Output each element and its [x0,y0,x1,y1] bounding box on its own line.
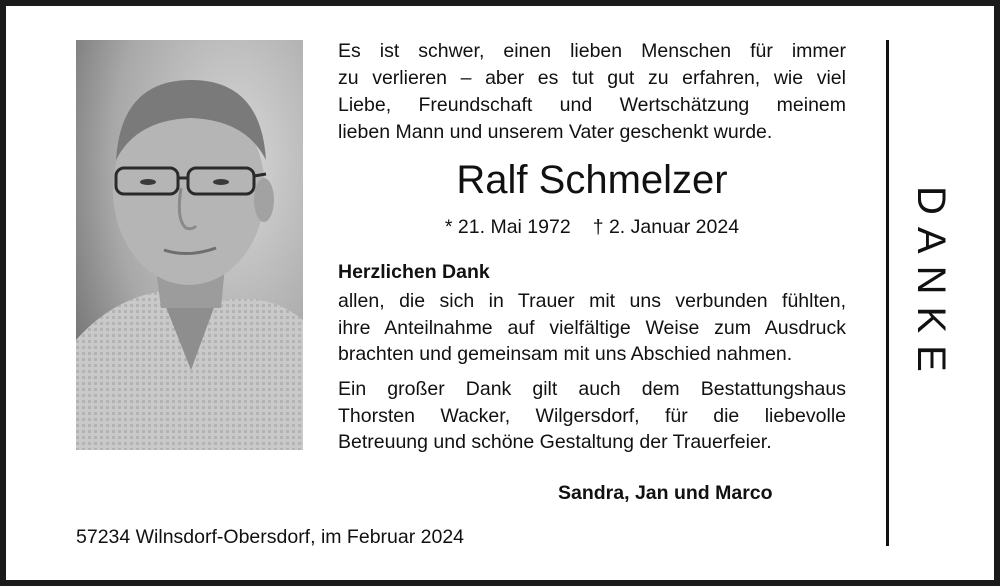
obituary-notice [6,6,994,580]
birth-date: * 21. Mai 1972 [444,216,571,238]
paragraph-line: ihre Anteilnahme auf vielfältige Weise zum Ausdruck [338,316,846,339]
paragraph-line: Betreuung und schöne Gestaltung der Trauerfeier. [338,431,772,453]
deceased-name: Ralf Schmelzer [456,158,728,202]
thanks-paragraph [338,288,846,368]
paragraph-line: Ein großer Dank gilt auch dem Bestattungshaus [338,378,846,400]
intro-line: zu verlieren – aber es tut gut zu erfahren, wie viel [338,67,846,89]
funeral-home-paragraph [338,376,846,456]
place-date-footer: 57234 Wilnsdorf-Obersdorf, im Februar 2024 [76,526,465,548]
vertical-divider [886,40,889,546]
family-signature: Sandra, Jan und Marco [558,482,773,504]
portrait-image [76,40,303,450]
intro-text [338,38,846,146]
intro-line: Es ist schwer, einen lieben Menschen für immer [338,40,846,62]
intro-line: Liebe, Freundschaft und Wertschätzung meinem [338,94,846,116]
death-date: † 2. Januar 2024 [592,216,740,238]
paragraph-line: Thorsten Wacker, Wilgersdorf, für die liebevolle [338,404,846,427]
life-dates [338,214,846,240]
thanks-heading: Herzlichen Dank [338,261,490,283]
intro-line: lieben Mann und unserem Vater geschenkt wurde. [338,121,773,143]
portrait-photo [76,40,303,450]
side-title [911,186,951,426]
paragraph-line: brachten und gemeinsam mit uns Abschied nahmen. [338,343,793,365]
paragraph-line: allen, die sich in Trauer mit uns verbunden fühlten, [338,290,846,312]
side-title-text: DANKE [909,186,953,384]
